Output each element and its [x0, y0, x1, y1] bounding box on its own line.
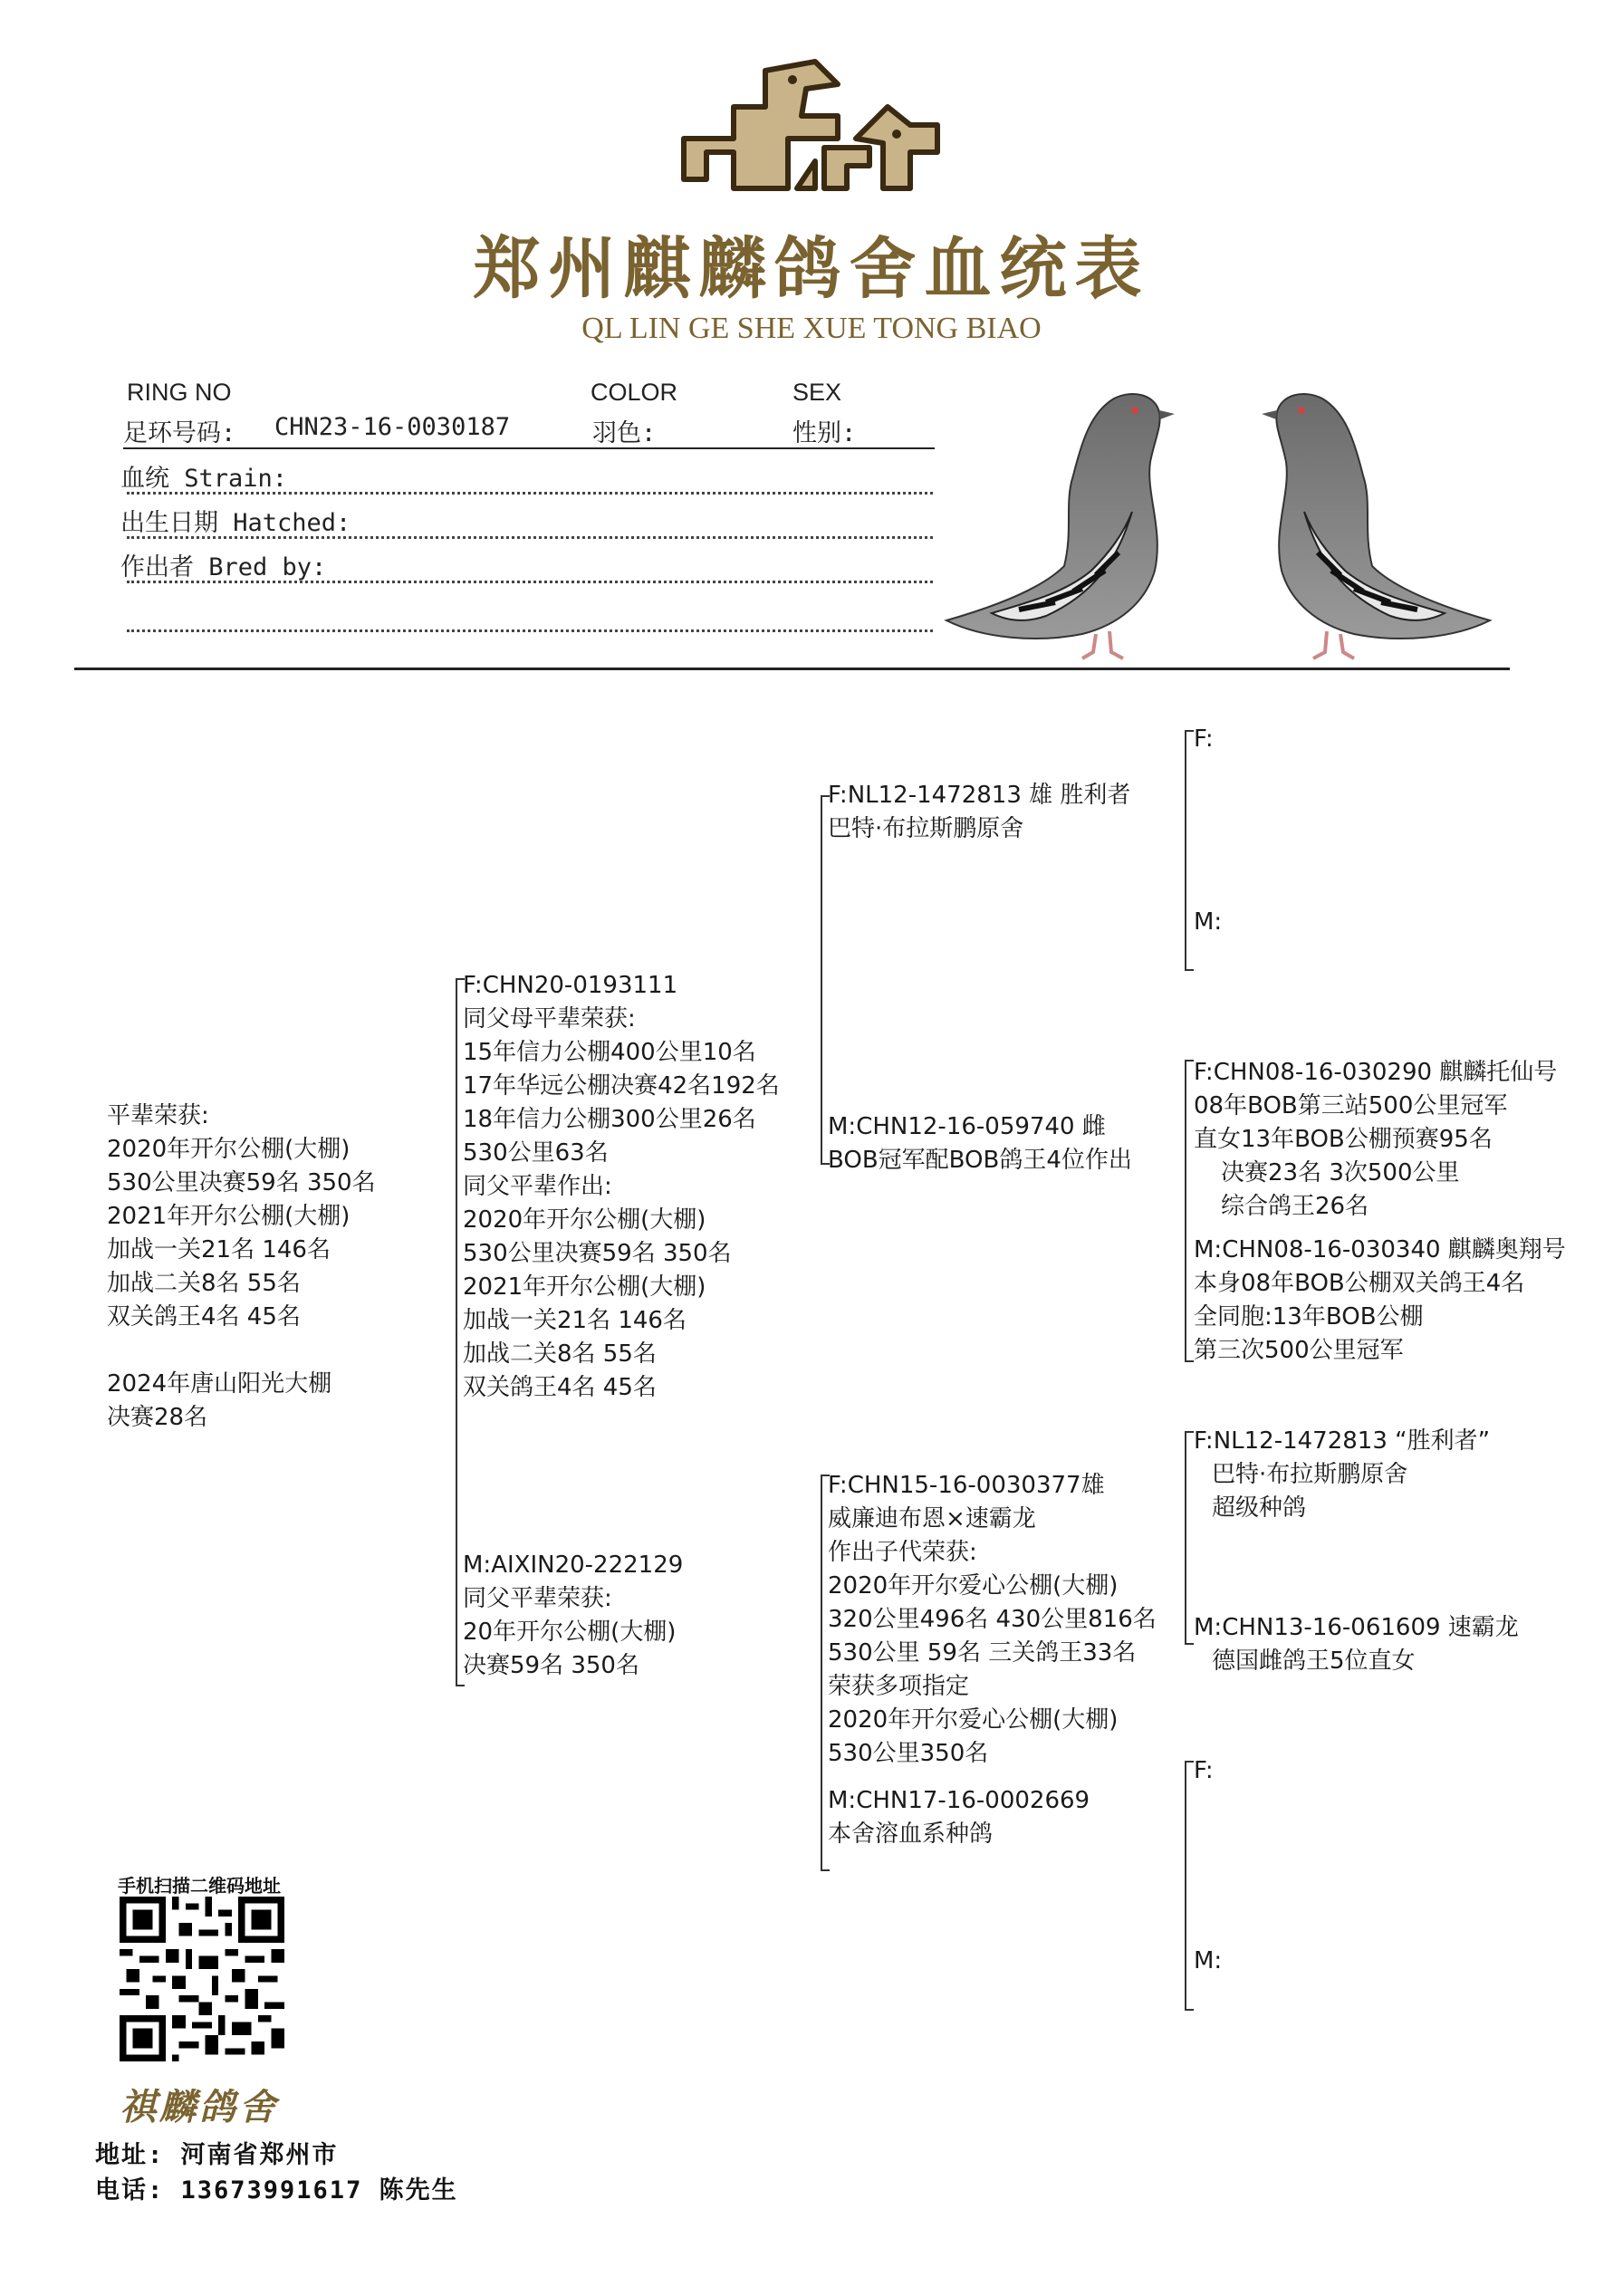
sex-label-cn: 性别: [792, 419, 857, 447]
text-line: 加战一关21名 146名 [107, 1236, 331, 1263]
dam-ring-number: M:AIXIN20-222129 [463, 1551, 684, 1579]
text-line: 08年BOB第三站500公里冠军 [1194, 1092, 1508, 1119]
ss-father-label: F: [1194, 725, 1214, 753]
text-line: 530公里决赛59名 350名 [463, 1240, 732, 1267]
ds-mother-block [1194, 1611, 1519, 1678]
sd-father-ring-number: F:CHN08-16-030290 麒麟托仙号 [1194, 1059, 1558, 1086]
phone-text: 电话: 13673991617 陈先生 [95, 2176, 458, 2205]
text-line: 超级种鸽 [1212, 1494, 1307, 1522]
dam-dam-ring-number: M:CHN17-16-0002669 [828, 1787, 1090, 1814]
text-line: 同父母平辈荣获: [463, 1005, 636, 1033]
text-line: 威廉迪布恩×速霸龙 [828, 1505, 1036, 1532]
text-line: 同父平辈荣获: [463, 1585, 612, 1612]
text-line: 530公里 59名 三关鸽王33名 [828, 1639, 1137, 1667]
ds-father-block [1194, 1425, 1490, 1525]
ring-label-cn: 足环号码: [123, 419, 236, 447]
page-title: 郑州麒麟鸽舍血统表 [473, 230, 1150, 308]
text-line: 双关鸽王4名 45名 [107, 1303, 301, 1331]
text-line: 2020年开尔公棚(大棚) [107, 1136, 351, 1163]
text-line: 2020年开尔公棚(大棚) [463, 1206, 706, 1234]
sire-sire-ring-number: F:NL12-1472813 雄 胜利者 [828, 782, 1131, 809]
text-line: 决赛28名 [107, 1404, 208, 1431]
text-line: BOB冠军配BOB鸽王4位作出 [828, 1147, 1132, 1174]
color-label-cn: 羽色: [592, 419, 657, 447]
strain-label: 血统 Strain: [120, 465, 288, 493]
text-line: 平辈荣获: [107, 1102, 209, 1129]
address-text: 地址: 河南省郑州市 [95, 2141, 339, 2169]
header-divider [74, 668, 1510, 670]
text-line: 2024年唐山阳光大棚 [107, 1370, 332, 1398]
text-line: 巴特·布拉斯鹏原舍 [1212, 1461, 1408, 1488]
text-line: 加战一关21名 146名 [463, 1307, 687, 1334]
ds-father-ring-number: F:NL12-1472813 “胜利者” [1194, 1427, 1491, 1455]
text-line: 20年开尔公棚(大棚) [463, 1619, 677, 1646]
text-line: 2020年开尔爱心公棚(大棚) [828, 1706, 1119, 1734]
sd-father-block [1194, 1056, 1557, 1224]
sd-mother-ring-number: M:CHN08-16-030340 麒麟奥翔号 [1194, 1236, 1566, 1263]
text-line: 综合鸽王26名 [1221, 1193, 1369, 1220]
text-line: 决赛23名 3次500公里 [1221, 1159, 1460, 1186]
dragon-emblem-logo [679, 53, 942, 207]
text-line [107, 1334, 376, 1368]
page-subtitle: QL LIN GE SHE XUE TONG BIAO [581, 312, 1042, 345]
dam-sire-ring-number: F:CHN15-16-0030377雄 [828, 1472, 1105, 1499]
bred-by-dotted-line-2 [127, 629, 933, 632]
text-line: 本身08年BOB公棚双关鸽王4名 [1194, 1270, 1525, 1297]
text-line: 加战二关8名 55名 [463, 1340, 657, 1368]
sex-label-en: SEX [792, 379, 842, 406]
dd-father-label: F: [1194, 1757, 1214, 1784]
hatched-label: 出生日期 Hatched: [120, 509, 351, 537]
text-line: 18年信力公棚300公里26名 [463, 1106, 756, 1133]
text-line: 2021年开尔公棚(大棚) [107, 1203, 351, 1230]
dam-block [463, 1549, 683, 1683]
sire-dam-ring-number: M:CHN12-16-059740 雌 [828, 1113, 1106, 1140]
dam-sire-block [828, 1469, 1157, 1771]
ring-number-value: CHN23-16-0030187 [274, 413, 511, 441]
pigeon-pair-illustration [937, 376, 1499, 666]
ds-mother-ring-number: M:CHN13-16-061609 速霸龙 [1194, 1614, 1519, 1641]
text-line: 加战二关8名 55名 [107, 1270, 301, 1297]
text-line: 本舍溶血系种鸽 [828, 1820, 994, 1848]
form-header-underline [123, 447, 935, 449]
text-line: 巴特·布拉斯鹏原舍 [828, 815, 1024, 842]
ss-mother-label: M: [1194, 908, 1223, 936]
subject-achievements [107, 1100, 376, 1435]
text-line: 15年信力公棚400公里10名 [463, 1039, 756, 1066]
text-line: 全同胞:13年BOB公棚 [1194, 1303, 1424, 1331]
text-line: 530公里350名 [828, 1740, 989, 1767]
text-line: 德国雌鸽王5位直女 [1212, 1648, 1416, 1675]
hatched-dotted-line [127, 536, 933, 539]
brand-signature: 祺麟鸽舍 [120, 2086, 279, 2128]
text-line: 530公里63名 [463, 1139, 609, 1167]
sire-sire-block [828, 779, 1130, 846]
text-line: 作出子代荣获: [828, 1539, 977, 1566]
sd-mother-block [1194, 1234, 1566, 1368]
sire-dam-block [828, 1110, 1132, 1177]
text-line: 直女13年BOB公棚预赛95名 [1194, 1126, 1493, 1153]
ring-label-en: RING NO [127, 379, 232, 406]
strain-dotted-line [127, 492, 933, 495]
text-line: 2020年开尔爱心公棚(大棚) [828, 1572, 1119, 1600]
text-line: 530公里决赛59名 350名 [107, 1169, 376, 1196]
dd-mother-label: M: [1194, 1947, 1223, 1974]
color-label-en: COLOR [591, 379, 678, 406]
qr-code-icon [120, 1897, 284, 2061]
sire-block [463, 969, 780, 1405]
text-line: 2021年开尔公棚(大棚) [463, 1273, 706, 1301]
bred-by-dotted-line-1 [127, 581, 933, 583]
text-line: 同父平辈作出: [463, 1173, 612, 1200]
text-line: 荣获多项指定 [828, 1673, 970, 1700]
text-line: 决赛59名 350名 [463, 1652, 639, 1679]
text-line: 第三次500公里冠军 [1194, 1337, 1404, 1364]
bred-by-label: 作出者 Bred by: [120, 553, 327, 581]
dam-dam-block [828, 1784, 1090, 1851]
qr-caption: 手机扫描二维码地址 [118, 1875, 281, 1897]
text-line: 双关鸽王4名 45名 [463, 1374, 657, 1401]
text-line: 17年华远公棚决赛42名192名 [463, 1072, 780, 1100]
text-line: 320公里496名 430公里816名 [828, 1606, 1157, 1633]
sire-ring-number: F:CHN20-0193111 [463, 972, 678, 999]
